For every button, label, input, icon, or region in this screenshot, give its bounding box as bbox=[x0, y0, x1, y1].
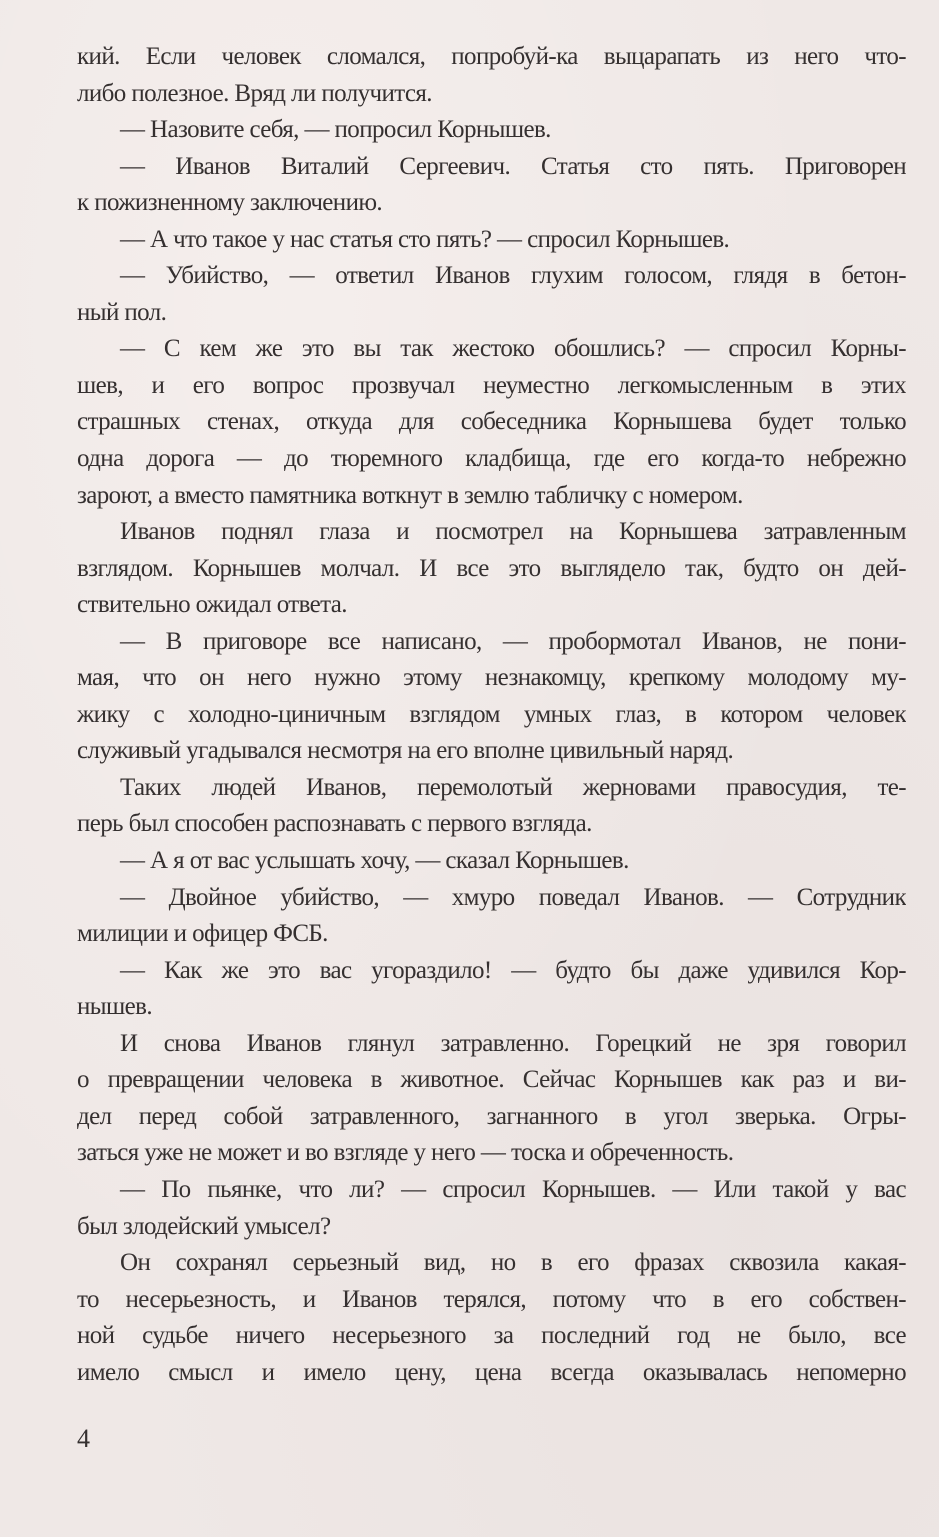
text-line: — Убийство, — ответил Иванов глухим голосом, глядя в бетон- bbox=[120, 262, 906, 290]
text-line: то несерьезность, и Иванов терялся, потому что в его собствен- bbox=[77, 1285, 906, 1313]
text-line: ной судьбе ничего несерьезного за последний год не было, все bbox=[77, 1322, 906, 1350]
text-line: к пожизненному заключению. bbox=[77, 189, 383, 217]
text-line: Таких людей Иванов, перемолотый жерновами правосудия, те- bbox=[120, 773, 906, 801]
text-line: И снова Иванов глянул затравленно. Горецкий не зря говорил bbox=[120, 1029, 906, 1057]
text-line: либо полезное. Вряд ли получится. bbox=[77, 79, 432, 107]
text-line: — Как же это вас угораздило! — будто бы даже удивился Кор- bbox=[120, 956, 906, 984]
text-line: мая, что он него нужно этому незнакомцу, крепкому молодому му- bbox=[77, 664, 906, 692]
text-line: — А что такое у нас статья сто пять? — спросил Корнышев. bbox=[120, 225, 730, 253]
text-line: имело смысл и имело цену, цена всегда оказывалась непомерно bbox=[77, 1358, 906, 1386]
text-line: Он сохранял серьезный вид, но в его фразах сквозила какая- bbox=[120, 1249, 906, 1277]
text-line: страшных стенах, откуда для собеседника Корнышева будет только bbox=[77, 408, 906, 436]
body-text bbox=[77, 39, 906, 1391]
text-line: зароют, а вместо памятника воткнут в землю табличку с номером. bbox=[77, 481, 743, 509]
text-line: был злодейский умысел? bbox=[77, 1212, 331, 1240]
text-line: — Назовите себя, — попросил Корнышев. bbox=[120, 116, 551, 144]
text-line: перь был способен распознавать с первого взгляда. bbox=[77, 810, 592, 838]
text-line: — С кем же это вы так жестоко обошлись? — спросил Корны- bbox=[120, 335, 906, 363]
text-line: дел перед собой затравленного, загнанного в угол зверька. Огры- bbox=[77, 1102, 906, 1130]
text-line: одна дорога — до тюремного кладбища, где его когда-то небрежно bbox=[77, 445, 906, 473]
text-line: о превращении человека в животное. Сейчас Корнышев как раз и ви- bbox=[77, 1066, 906, 1094]
text-line: шев, и его вопрос прозвучал неуместно легкомысленным в этих bbox=[77, 371, 906, 399]
text-line: — По пьянке, что ли? — спросил Корнышев. — Или такой у вас bbox=[120, 1175, 906, 1203]
text-line: милиции и офицер ФСБ. bbox=[77, 920, 328, 948]
text-line: — Двойное убийство, — хмуро поведал Иванов. — Сотрудник bbox=[120, 883, 906, 911]
text-line: заться уже не может и во взгляде у него — тоска и обреченность. bbox=[77, 1139, 734, 1167]
text-line: — Иванов Виталий Сергеевич. Статья сто пять. Приговорен bbox=[120, 152, 906, 180]
text-line: — В приговоре все написано, — пробормотал Иванов, не пони- bbox=[120, 627, 906, 655]
text-line: взглядом. Корнышев молчал. И все это выглядело так, будто он дей- bbox=[77, 554, 906, 582]
text-line: ный пол. bbox=[77, 298, 167, 326]
text-line: служивый угадывался несмотря на его вполне цивильный наряд. bbox=[77, 737, 734, 765]
text-line: нышев. bbox=[77, 993, 152, 1021]
text-line: — А я от вас услышать хочу, — сказал Корнышев. bbox=[120, 847, 629, 875]
text-line: кий. Если человек сломался, попробуй-ка выцарапать из него что- bbox=[77, 43, 906, 70]
text-line: Иванов поднял глаза и посмотрел на Корнышева затравленным bbox=[120, 518, 906, 546]
text-line: ствительно ожидал ответа. bbox=[77, 591, 347, 619]
page-number: 4 bbox=[77, 1424, 90, 1453]
text-line: жику с холодно-циничным взглядом умных глаз, в котором человек bbox=[77, 700, 906, 728]
